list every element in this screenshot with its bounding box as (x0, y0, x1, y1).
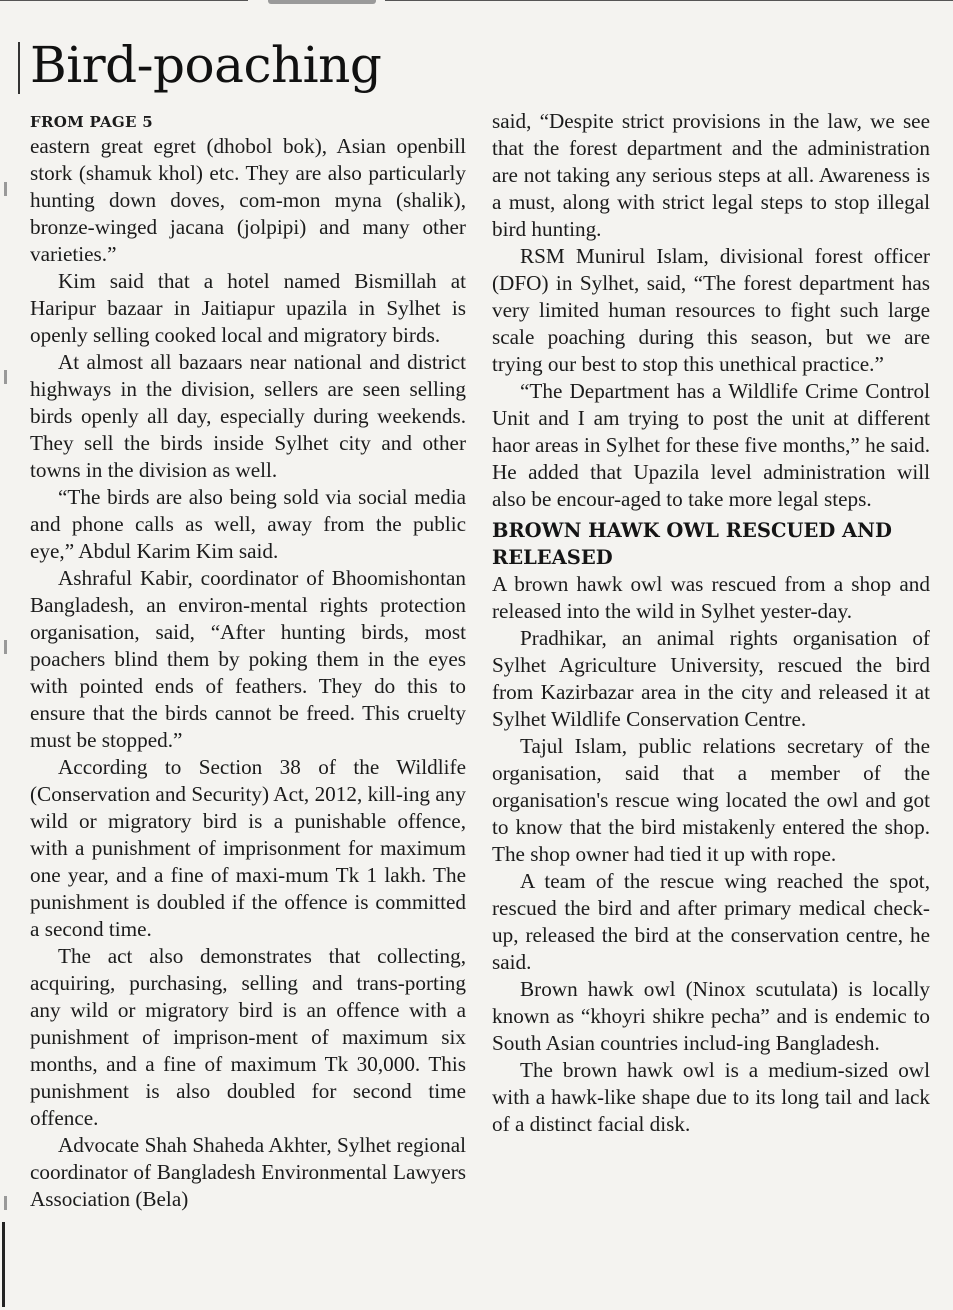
top-page-stub (268, 0, 376, 4)
paragraph: said, “Despite strict provisions in the law, we see that the forest department and the administration are not taking any serious steps at all. Awareness is a must, along with strict legal steps to stop illegal bird hunting. (492, 109, 930, 241)
paragraph: The brown hawk owl is a medium-sized owl with a hawk-like shape due to its long tail and lack of a distinct facial disk. (492, 1058, 930, 1136)
paragraph: Tajul Islam, public relations secretary of the organisation, said that a member of the organisation's rescue wing located the owl and got to know that the bird mistakenly entered the shop. The shop owner had tied it up with rope. (492, 734, 930, 866)
paragraph: Kim said that a hotel named Bismillah at Haripur bazaar in Jaitiapur upazila in Sylhet is openly selling cooked local and migratory birds. (30, 269, 466, 347)
paragraph: At almost all bazaars near national and district highways in the division, sellers are seen selling birds openly all day, especially during weekends. They sell the birds inside Sylhet city and other towns in the division as well. (30, 350, 466, 482)
left-column (30, 112, 466, 1213)
margin-mark (4, 370, 7, 384)
paragraph: “The birds are also being sold via social media and phone calls as well, away from the public eye,” Abdul Karim Kim said. (30, 485, 466, 563)
paragraph: A team of the rescue wing reached the spot, rescued the bird and after primary medical check-up, released the bird at the conservation centre, he said. (492, 869, 930, 974)
margin-mark (4, 1196, 7, 1210)
paragraph: Ashraful Kabir, coordinator of Bhoomishontan Bangladesh, an environ-mental rights protection organisation, said, “After hunting birds, most poachers blind them by poking them in the eyes with pointed ends of feathers. They do this to ensure that the birds cannot be freed. This cruelty must be stopped.” (30, 566, 466, 752)
top-rule-left (0, 0, 248, 1)
margin-bar (2, 1222, 5, 1307)
headline-rule (18, 42, 20, 94)
paragraph: Advocate Shah Shaheda Akhter, Sylhet regional coordinator of Bangladesh Environmental Lawyers Association (Bela) (30, 1133, 466, 1211)
paragraph: eastern great egret (dhobol bok), Asian openbill stork (shamuk khol) etc. They are also particularly hunting down doves, com-mon myna (shalik), bronze-winged jacana (jolpipi) and many other varieties.” (30, 134, 466, 266)
margin-mark (4, 640, 7, 654)
paragraph: “The Department has a Wildlife Crime Control Unit and I am trying to post the unit at different haor areas in Sylhet for these five months,” he said. He added that Upazila level administration will also be encour-aged to take more legal steps. (492, 379, 930, 511)
headline: Bird-poaching (30, 36, 382, 94)
top-rule-right (385, 0, 953, 1)
jump-line: FROM PAGE 5 (30, 113, 154, 131)
subheading: BROWN HAWK OWL RESCUED AND RELEASED (492, 519, 892, 569)
paragraph: Brown hawk owl (Ninox scutulata) is locally known as “khoyri shikre pecha” and is endemic to South Asian countries includ-ing Bangladesh. (492, 977, 930, 1055)
paragraph: Pradhikar, an animal rights organisation of Sylhet Agriculture University, rescued the bird from Kazirbazar area in the city and released it at Sylhet Wildlife Conservation Centre. (492, 626, 930, 731)
paragraph: RSM Munirul Islam, divisional forest officer (DFO) in Sylhet, said, “The forest department has very limited human resources to fight such large scale poaching during this season, but we are trying our best to stop this unethical practice.” (492, 244, 930, 376)
paragraph: A brown hawk owl was rescued from a shop and released into the wild in Sylhet yester-day. (492, 572, 930, 623)
margin-mark (4, 182, 7, 196)
paragraph: According to Section 38 of the Wildlife (Conservation and Security) Act, 2012, kill-ing any wild or migratory bird is a punishable offence, with a punishment of imprisonment for maximum one year, and a fine of maxi-mum Tk 1 lakh. The punishment is doubled if the offence is committed a second time. (30, 755, 466, 941)
right-column (492, 108, 930, 1138)
paragraph: The act also demonstrates that collecting, acquiring, purchasing, selling and trans-porting any wild or migratory bird is an offence with a punishment of imprison-ment of maximum six months, and a fine of maximum Tk 30,000. This punishment is also doubled for second time offence. (30, 944, 466, 1130)
